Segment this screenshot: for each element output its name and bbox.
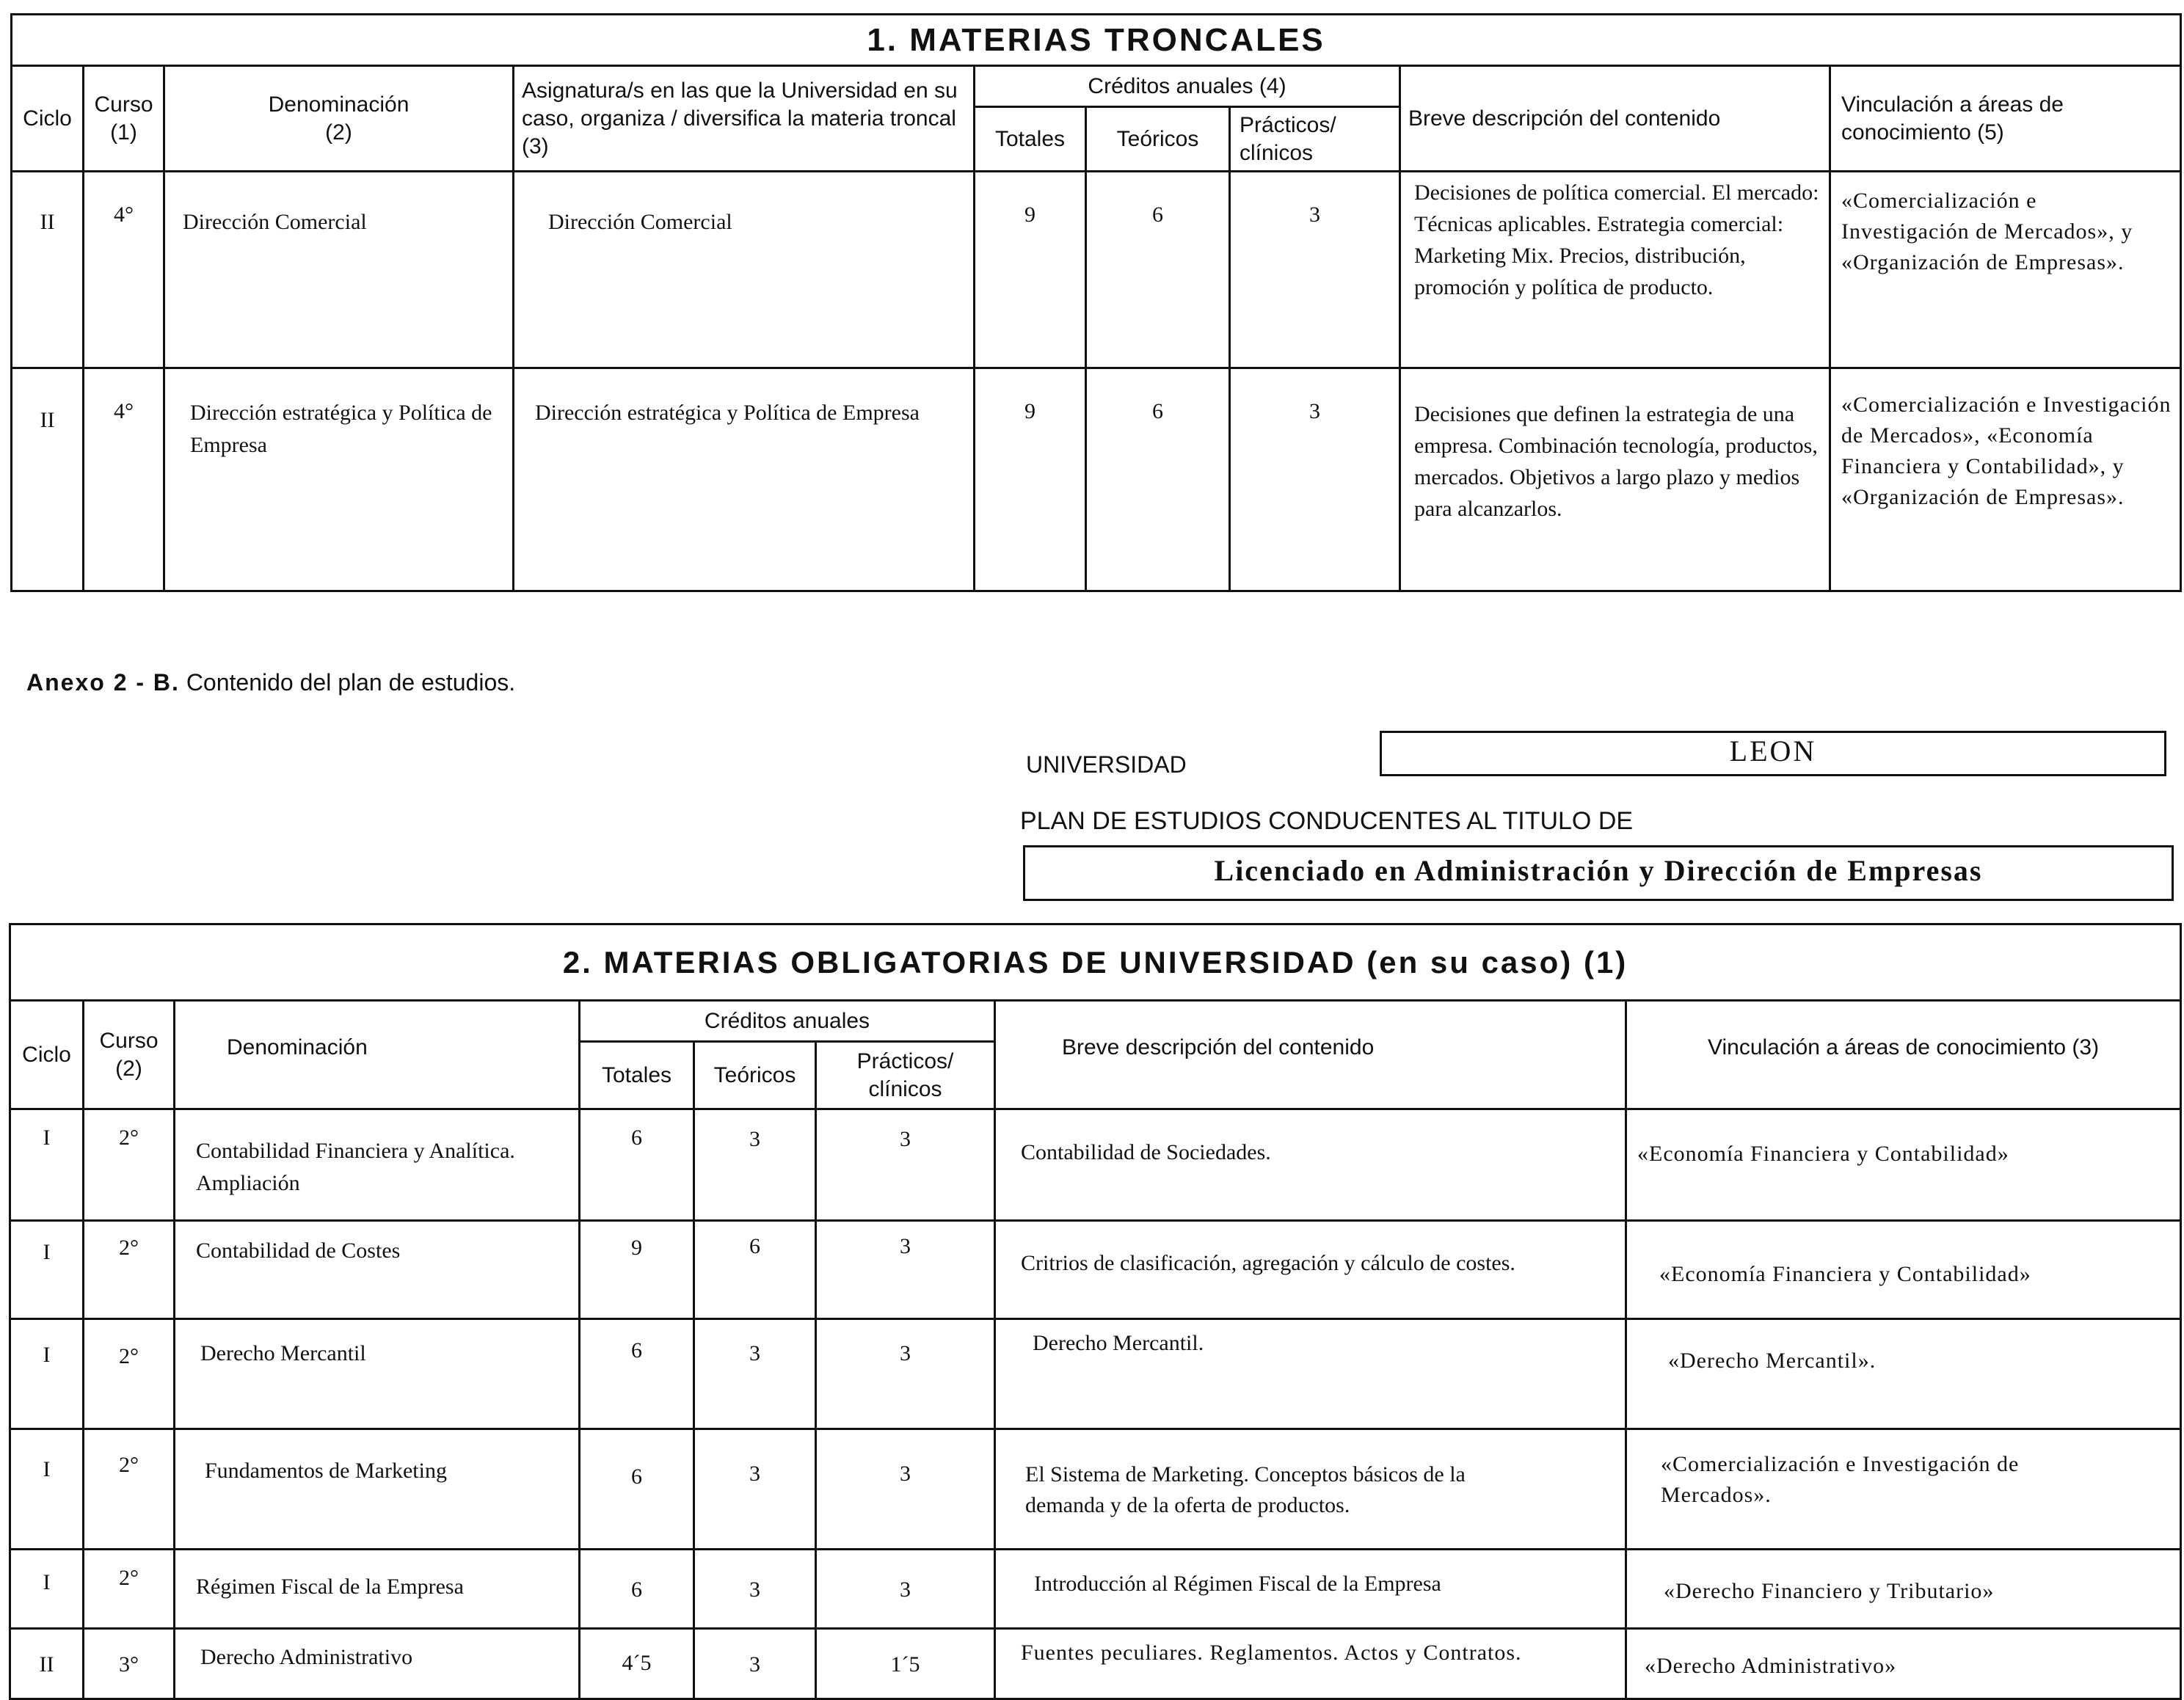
header-descripcion: Breve descripción del contenido	[995, 1001, 1626, 1109]
cell-practicos: 3	[1230, 172, 1400, 368]
cell-descripcion: Decisiones de política comercial. El mercado: Técnicas aplicables. Estrategia comercial: Marketing Mix. Precios, distribución, promoción y política de producto.	[1400, 172, 1830, 368]
table2-title: 2. MATERIAS OBLIGATORIAS DE UNIVERSIDAD (en su caso) (1)	[10, 924, 2181, 1001]
header-teoricos: Teóricos	[694, 1042, 816, 1109]
cell-curso: 2°	[84, 1319, 175, 1429]
header-curso-label: Curso	[99, 1028, 159, 1053]
header-denominacion-note: (2)	[325, 120, 352, 145]
cell-teoricos: 3	[694, 1319, 816, 1429]
cell-teoricos: 3	[694, 1109, 816, 1221]
table-row	[12, 368, 2181, 591]
cell-ciclo: I	[10, 1109, 84, 1221]
anexo-text: Contenido del plan de estudios.	[186, 669, 516, 696]
table-row	[10, 1429, 2181, 1550]
header-creditos: Créditos anuales	[580, 1001, 995, 1042]
header-asignaturas: Asignatura/s en las que la Universidad en su caso, organiza / diversifica la materia troncal (3)	[514, 66, 975, 172]
table-row	[10, 1550, 2181, 1629]
cell-totales: 9	[975, 368, 1086, 591]
table-row	[10, 1319, 2181, 1429]
header-curso	[84, 66, 164, 172]
universidad-label: UNIVERSIDAD	[1026, 751, 1187, 778]
header-ciclo: Ciclo	[12, 66, 84, 172]
cell-totales: 9	[975, 172, 1086, 368]
cell-totales: 6	[580, 1429, 694, 1550]
cell-teoricos: 3	[694, 1550, 816, 1629]
header-curso-note: (2)	[115, 1056, 142, 1081]
cell-ciclo: I	[10, 1221, 84, 1319]
cell-totales: 6	[580, 1550, 694, 1629]
header-totales: Totales	[975, 107, 1086, 172]
cell-descripcion: Introducción al Régimen Fiscal de la Empresa	[995, 1550, 1626, 1629]
cell-descripcion: Decisiones que definen la estrategia de una empresa. Combinación tecnología, productos, mercados. Objetivos a largo plazo y medios para alcanzarlos.	[1400, 368, 1830, 591]
header-practicos: Prácticos/ clínicos	[816, 1042, 995, 1109]
cell-vinculacion: «Comercialización e Investigación de Mercados», «Economía Financiera y Contabilidad», y «Organización de Empresas».	[1830, 368, 2181, 591]
table-row	[10, 1109, 2181, 1221]
cell-ciclo: II	[12, 172, 84, 368]
header-vinculacion: Vinculación a áreas de conocimiento (3)	[1626, 1001, 2181, 1109]
cell-denominacion: Contabilidad Financiera y Analítica. Ampliación	[175, 1109, 580, 1221]
cell-denominacion: Fundamentos de Marketing	[175, 1429, 580, 1550]
cell-denominacion: Contabilidad de Costes	[175, 1221, 580, 1319]
header-denominacion	[164, 66, 514, 172]
cell-asignatura: Dirección Comercial	[514, 172, 975, 368]
cell-vinculacion: «Economía Financiera y Contabilidad»	[1626, 1221, 2181, 1319]
cell-curso: 2°	[84, 1109, 175, 1221]
cell-practicos: 3	[816, 1550, 995, 1629]
anexo-label: Anexo 2 - B.	[26, 669, 180, 696]
cell-ciclo: I	[10, 1319, 84, 1429]
table-materias-obligatorias	[9, 923, 2182, 1700]
cell-descripcion: Derecho Mercantil.	[995, 1319, 1626, 1429]
header-denominacion-label: Denominación	[268, 92, 410, 117]
cell-denominacion: Derecho Administrativo	[175, 1629, 580, 1699]
header-descripcion: Breve descripción del contenido	[1400, 66, 1830, 172]
cell-teoricos: 6	[1086, 368, 1230, 591]
header-denominacion: Denominación	[175, 1001, 580, 1109]
cell-curso: 3°	[84, 1629, 175, 1699]
cell-totales: 6	[580, 1109, 694, 1221]
cell-descripcion: El Sistema de Marketing. Conceptos básicos de la demanda y de la oferta de productos.	[995, 1429, 1626, 1550]
plan-label: PLAN DE ESTUDIOS CONDUCENTES AL TITULO DE	[1020, 807, 1634, 835]
universidad-value: LEON	[1380, 731, 2166, 776]
cell-practicos: 3	[1230, 368, 1400, 591]
cell-teoricos: 6	[694, 1221, 816, 1319]
cell-denominacion: Régimen Fiscal de la Empresa	[175, 1550, 580, 1629]
cell-curso: 2°	[84, 1550, 175, 1629]
cell-descripcion: Contabilidad de Sociedades.	[995, 1109, 1626, 1221]
cell-ciclo: I	[10, 1429, 84, 1550]
cell-totales: 9	[580, 1221, 694, 1319]
cell-vinculacion: «Derecho Administrativo»	[1626, 1629, 2181, 1699]
cell-ciclo: II	[10, 1629, 84, 1699]
cell-teoricos: 6	[1086, 172, 1230, 368]
cell-practicos: 3	[816, 1429, 995, 1550]
header-curso-label: Curso	[94, 92, 153, 117]
cell-teoricos: 3	[694, 1429, 816, 1550]
table-row	[10, 1221, 2181, 1319]
cell-denominacion: Dirección Comercial	[164, 172, 514, 368]
header-vinculacion: Vinculación a áreas de conocimiento (5)	[1830, 66, 2181, 172]
header-totales: Totales	[580, 1042, 694, 1109]
cell-curso: 4°	[84, 172, 164, 368]
cell-denominacion: Derecho Mercantil	[175, 1319, 580, 1429]
cell-vinculacion: «Economía Financiera y Contabilidad»	[1626, 1109, 2181, 1221]
table1-title: 1. MATERIAS TRONCALES	[12, 15, 2181, 66]
header-curso	[84, 1001, 175, 1109]
header-curso-note: (1)	[110, 120, 137, 145]
header-creditos: Créditos anuales (4)	[975, 66, 1400, 107]
table-materias-troncales	[10, 13, 2182, 592]
cell-vinculacion: «Comercialización e Investigación de Mercados», y «Organización de Empresas».	[1830, 172, 2181, 368]
cell-practicos: 1´5	[816, 1629, 995, 1699]
cell-practicos: 3	[816, 1109, 995, 1221]
cell-asignatura: Dirección estratégica y Política de Empresa	[514, 368, 975, 591]
cell-totales: 6	[580, 1319, 694, 1429]
header-teoricos: Teóricos	[1086, 107, 1230, 172]
cell-descripcion: Fuentes peculiares. Reglamentos. Actos y Contratos.	[995, 1629, 1626, 1699]
cell-curso: 2°	[84, 1429, 175, 1550]
cell-totales: 4´5	[580, 1629, 694, 1699]
cell-curso: 4°	[84, 368, 164, 591]
cell-teoricos: 3	[694, 1629, 816, 1699]
cell-curso: 2°	[84, 1221, 175, 1319]
cell-ciclo: II	[12, 368, 84, 591]
cell-practicos: 3	[816, 1319, 995, 1429]
table-row	[12, 172, 2181, 368]
plan-title-value: Licenciado en Administración y Dirección de Empresas	[1023, 845, 2174, 901]
cell-denominacion: Dirección estratégica y Política de Empresa	[164, 368, 514, 591]
cell-vinculacion: «Derecho Mercantil».	[1626, 1319, 2181, 1429]
table-row	[10, 1629, 2181, 1699]
header-practicos: Prácticos/ clínicos	[1230, 107, 1400, 172]
cell-ciclo: I	[10, 1550, 84, 1629]
anexo-line	[26, 669, 515, 696]
cell-vinculacion: «Comercialización e Investigación de Mercados».	[1626, 1429, 2181, 1550]
cell-practicos: 3	[816, 1221, 995, 1319]
cell-descripcion: Critrios de clasificación, agregación y cálculo de costes.	[995, 1221, 1626, 1319]
cell-vinculacion: «Derecho Financiero y Tributario»	[1626, 1550, 2181, 1629]
header-ciclo: Ciclo	[10, 1001, 84, 1109]
